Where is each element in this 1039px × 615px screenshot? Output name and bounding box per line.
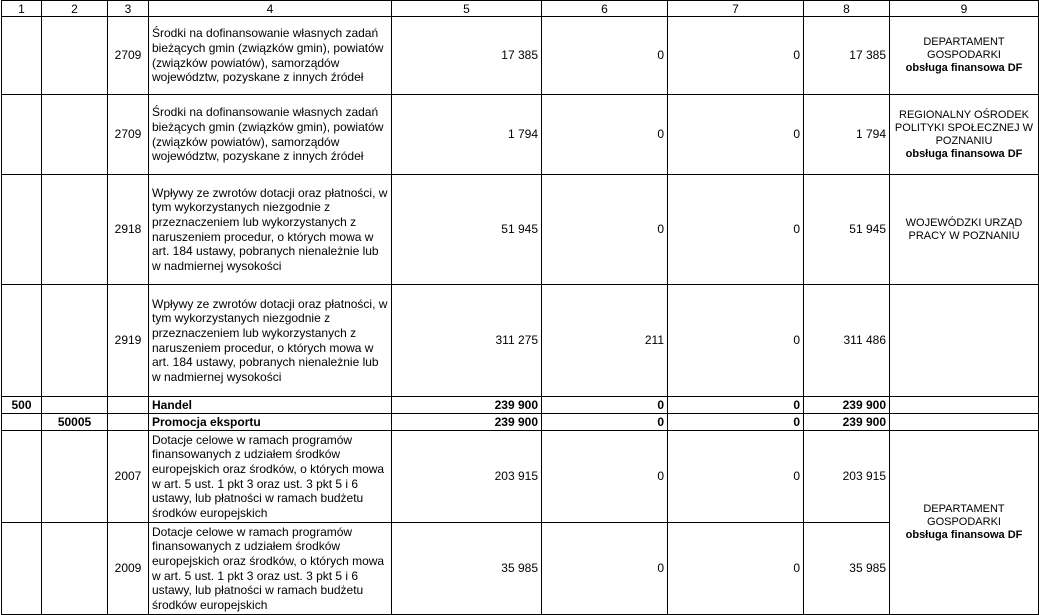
description: Dotacje celowe w ramach programów finansowanych z udziałem środków europejskich oraz środków, o których mowa w art. 5 ust. 1 pkt 3 oraz ust. 3 pkt 5 i 6 ustawy, lub płatności w ramach budżetu środków europejskich: [149, 523, 392, 615]
table-row: [2, 431, 1039, 523]
header-row: [2, 1, 1039, 17]
department-cell: [890, 17, 1039, 95]
department-name: REGIONALNY OŚRODEK POLITYKI SPOŁECZNEJ W POZNANIU: [894, 108, 1034, 147]
amount-plan: 239 900: [392, 414, 542, 431]
empty-cell: [108, 397, 149, 414]
amount-plan: 203 915: [392, 431, 542, 523]
amount-after: 239 900: [804, 414, 890, 431]
amount-after: 17 385: [804, 17, 890, 95]
empty-cell: [890, 397, 1039, 414]
department-cell: [890, 95, 1039, 175]
empty-cell: [2, 17, 42, 95]
header-cell: 3: [108, 1, 149, 17]
amount-after: 35 985: [804, 523, 890, 615]
amount-change-1: 0: [542, 414, 668, 431]
empty-cell: [108, 414, 149, 431]
empty-cell: [2, 285, 42, 397]
empty-cell: [2, 95, 42, 175]
header-cell: 2: [42, 1, 108, 17]
description: Wpływy ze zwrotów dotacji oraz płatności, w tym wykorzystanych niezgodnie z przeznaczeniem lub wykorzystanych z naruszeniem procedur, o których mowa w art. 184 ustawy, pobranych nienależnie lub w nadmiernej wysokości: [149, 175, 392, 285]
empty-cell: [2, 175, 42, 285]
amount-after: 203 915: [804, 431, 890, 523]
empty-cell: [890, 285, 1039, 397]
department-cell: [890, 175, 1039, 285]
empty-cell: [42, 95, 108, 175]
empty-cell: [42, 175, 108, 285]
header-cell: 7: [668, 1, 804, 17]
amount-change-2: 0: [668, 285, 804, 397]
empty-cell: [2, 431, 42, 523]
empty-cell: [42, 397, 108, 414]
budget-table: [1, 0, 1039, 615]
amount-change-1: 0: [542, 95, 668, 175]
department-service: obsługa finansowa DF: [905, 62, 1023, 74]
paragraph-code: 2709: [108, 95, 149, 175]
amount-after: 311 486: [804, 285, 890, 397]
department-cell: [890, 431, 1039, 615]
amount-change-2: 0: [668, 95, 804, 175]
amount-after: 1 794: [804, 95, 890, 175]
header-cell: 4: [149, 1, 392, 17]
department-service: obsługa finansowa DF: [905, 529, 1023, 541]
paragraph-code: 2007: [108, 431, 149, 523]
paragraph-code: 2709: [108, 17, 149, 95]
amount-change-1: 0: [542, 17, 668, 95]
amount-change-2: 0: [668, 397, 804, 414]
header-cell: 8: [804, 1, 890, 17]
table-row: [2, 175, 1039, 285]
description: Środki na dofinansowanie własnych zadań bieżących gmin (związków gmin), powiatów (związków powiatów), samorządów województw, pozyskane z innych źródeł: [149, 17, 392, 95]
department-service: obsługa finansowa DF: [905, 147, 1023, 160]
department-name: DEPARTAMENT GOSPODARKI: [923, 503, 1005, 528]
chapter-name: Promocja eksportu: [149, 414, 392, 431]
table-row: [2, 285, 1039, 397]
empty-cell: [2, 523, 42, 615]
table-row: [2, 17, 1039, 95]
section-code: 500: [2, 397, 42, 414]
amount-change-2: 0: [668, 523, 804, 615]
empty-cell: [42, 523, 108, 615]
chapter-row-50005: [2, 414, 1039, 431]
chapter-code: 50005: [42, 414, 108, 431]
description: Wpływy ze zwrotów dotacji oraz płatności, w tym wykorzystanych niezgodnie z przeznaczeniem lub wykorzystanych z naruszeniem procedur, o których mowa w art. 184 ustawy, pobranych nienależnie lub w nadmiernej wysokości: [149, 285, 392, 397]
header-cell: 6: [542, 1, 668, 17]
amount-after: 51 945: [804, 175, 890, 285]
header-cell: 1: [2, 1, 42, 17]
department-name: DEPARTAMENT GOSPODARKI: [923, 36, 1005, 61]
amount-change-2: 0: [668, 17, 804, 95]
amount-plan: 239 900: [392, 397, 542, 414]
empty-cell: [42, 17, 108, 95]
amount-plan: 17 385: [392, 17, 542, 95]
header-cell: 9: [890, 1, 1039, 17]
department-name: WOJEWÓDZKI URZĄD PRACY W POZNANIU: [905, 216, 1023, 242]
section-row-500: [2, 397, 1039, 414]
amount-change-1: 0: [542, 175, 668, 285]
description: Dotacje celowe w ramach programów finansowanych z udziałem środków europejskich oraz środków, o których mowa w art. 5 ust. 1 pkt 3 oraz ust. 3 pkt 5 i 6 ustawy, lub płatności w ramach budżetu środków europejskich: [149, 431, 392, 523]
empty-cell: [42, 431, 108, 523]
header-cell: 5: [392, 1, 542, 17]
empty-cell: [42, 285, 108, 397]
amount-change-1: 211: [542, 285, 668, 397]
description: Środki na dofinansowanie własnych zadań bieżących gmin (związków gmin), powiatów (związków powiatów), samorządów województw, pozyskane z innych źródeł: [149, 95, 392, 175]
amount-plan: 311 275: [392, 285, 542, 397]
amount-change-2: 0: [668, 414, 804, 431]
amount-after: 239 900: [804, 397, 890, 414]
amount-change-1: 0: [542, 397, 668, 414]
paragraph-code: 2918: [108, 175, 149, 285]
amount-plan: 35 985: [392, 523, 542, 615]
empty-cell: [890, 414, 1039, 431]
paragraph-code: 2009: [108, 523, 149, 615]
paragraph-code: 2919: [108, 285, 149, 397]
amount-change-1: 0: [542, 431, 668, 523]
section-name: Handel: [149, 397, 392, 414]
amount-change-2: 0: [668, 175, 804, 285]
amount-plan: 1 794: [392, 95, 542, 175]
empty-cell: [2, 414, 42, 431]
amount-plan: 51 945: [392, 175, 542, 285]
amount-change-2: 0: [668, 431, 804, 523]
table-row: [2, 95, 1039, 175]
table-row: [2, 523, 1039, 615]
amount-change-1: 0: [542, 523, 668, 615]
